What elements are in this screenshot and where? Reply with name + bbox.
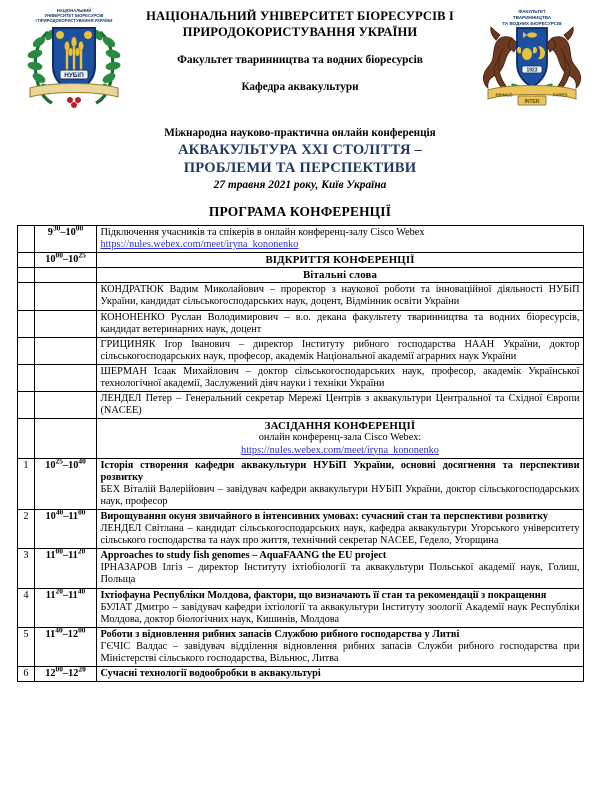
conference-kind: Міжнародна науково-практична онлайн конференція (164, 127, 436, 139)
talk-cell (96, 627, 583, 666)
row-number-cell: 3 (17, 549, 34, 588)
speaker-bio: ЛЕНДЕЛ Петер – Генеральний секретар Мережі Центрів з аквакультури Центральної та Східної Європи (NACEE) (100, 393, 580, 417)
speaker-bio: ГРИЦИНЯК Ігор Іванович – директор Інституту рибного господарства НААН України, доктор сільськогосподарських наук, професор, академік Національної академії аграрних наук України (100, 338, 580, 362)
table-row (17, 268, 583, 283)
talk-title: Історія створення кафедри аквакультури НУБіП України, основні досягнення та перспективи розвитку (100, 459, 580, 483)
horse-left (483, 27, 518, 88)
talk-cell (96, 667, 583, 682)
talk-title: Іхтіофауна Республіки Молдова, фактори, що визначають її стан та рекомендації з покращення (100, 589, 547, 601)
talk-speaker-bio: ЛЕНДЕЛ Світлана – кандидат сільськогосподарських наук, кафедра аквакультури Угорського університету сільського господарства та наук про життя, технічний секретар NACEE, Гедело, Угорщина (100, 523, 580, 547)
greeting-speaker-cell (96, 310, 583, 337)
table-row (17, 419, 583, 458)
table-row (17, 364, 583, 391)
session-heading-cell (96, 419, 583, 458)
conference-title-block (0, 127, 600, 191)
talk-title: Роботи з відновлення рибних запасів Службою рибного господарства у Литві (100, 628, 460, 640)
row-time-cell (34, 337, 96, 364)
row-number-cell (17, 364, 34, 391)
conference-title-line-2: ПРОБЛЕМИ ТА ПЕРСПЕКТИВИ (183, 159, 417, 176)
conference-title-line-1: АКВАКУЛЬТУРА XXI СТОЛІТТЯ – (177, 142, 423, 158)
university-name: НАЦІОНАЛЬНИЙ УНІВЕРСИТЕТ БІОРЕСУРСІВ І ПРИРОДОКОРИСТУВАННЯ УКРАЇНИ (146, 9, 454, 39)
talk-cell (96, 549, 583, 588)
row-time-cell (34, 283, 96, 310)
row-content-cell (96, 226, 583, 253)
faculty-emblem-logo (472, 4, 592, 108)
table-row (17, 549, 583, 588)
svg-text:ТА ВОДНИХ БІОРЕСУРСІВ: ТА ВОДНИХ БІОРЕСУРСІВ (502, 21, 562, 26)
section-heading-cell (96, 253, 583, 268)
row-time-cell: $11^{20}-11^{40}$ (34, 588, 96, 627)
session-link-line (101, 445, 580, 457)
subheading-cell (96, 268, 583, 283)
row-time-cell: $10^{00}-10^{25}$ (34, 253, 96, 268)
conference-date-location: 27 травня 2021 року, Київ Україна (213, 179, 387, 191)
table-row (17, 310, 583, 337)
row-number-cell (17, 392, 34, 419)
row-number-cell (17, 419, 34, 458)
talk-cell (96, 588, 583, 627)
row-number-cell: 4 (17, 588, 34, 627)
table-row (17, 588, 583, 627)
row-time-cell: $10^{25}-10^{40}$ (34, 458, 96, 509)
svg-text:УНІВЕРСИТЕТ БІОРЕСУРСІВ: УНІВЕРСИТЕТ БІОРЕСУРСІВ (44, 13, 104, 18)
nubip-university-logo (22, 4, 126, 110)
webex-link[interactable]: https://nules.webex.com/meet/iryna_kononenko (100, 239, 299, 251)
row-number-cell: 2 (17, 509, 34, 548)
row-time-cell: $12^{00}-12^{20}$ (34, 667, 96, 682)
row-time-cell (34, 419, 96, 458)
talk-speaker-bio: БУЛАТ Дмитро – завідувач кафедри іхтіології та аквакультури Інституту зоології Академії наук Республіки Молдова, доктор біологічних наук, Кишинів, Молдова (100, 601, 580, 625)
svg-text:ТВАРИННИЦТВА: ТВАРИННИЦТВА (512, 15, 552, 20)
speaker-bio: КОНДРАТЮК Вадим Миколайович – проректор з наукової роботи та інноваційної діяльності НУБіП України, кандидат сільськогосподарських наук, доцент, Відмінник освіти України (100, 284, 580, 308)
row-time-cell (34, 268, 96, 283)
row-time-cell: $9^{30}-10^{00}$ (34, 226, 96, 253)
greetings-subheading: Вітальні слова (302, 269, 378, 282)
svg-text:1923: 1923 (526, 67, 538, 74)
row-number-cell (17, 226, 34, 253)
svg-text:НАЦІОНАЛЬНИЙ: НАЦІОНАЛЬНИЙ (56, 8, 92, 13)
table-row (17, 667, 583, 682)
table-row (17, 509, 583, 548)
table-row (17, 283, 583, 310)
row-number-cell: 6 (17, 667, 34, 682)
section-title: ВІДКРИТТЯ КОНФЕРЕНЦІЇ (265, 254, 415, 267)
svg-text:PRIMUS: PRIMUS (495, 92, 513, 98)
row-time-cell: $10^{40}-11^{00}$ (34, 509, 96, 548)
row-time-cell (34, 392, 96, 419)
webex-link[interactable]: https://nules.webex.com/meet/iryna_kononenko (241, 444, 439, 456)
table-row (17, 392, 583, 419)
table-row (17, 627, 583, 666)
talk-title: Approaches to study fish genomes – AquaFAANG the EU project (100, 550, 387, 562)
session-title: ЗАСІДАННЯ КОНФЕРЕНЦІЇ (264, 420, 416, 433)
svg-text:INTER: INTER (524, 99, 540, 105)
row-time-cell: $11^{40}-12^{00}$ (34, 627, 96, 666)
greeting-speaker-cell (96, 392, 583, 419)
svg-text:НУБіП: НУБіП (64, 72, 84, 79)
table-row (17, 458, 583, 509)
conference-title (0, 142, 600, 177)
program-table-body (17, 223, 583, 682)
horse-right (546, 27, 581, 88)
talk-speaker-bio: БЕХ Віталій Валерійович – завідувач кафедри аквакультури НУБіП України, доктор сільськогосподарських наук, професор (100, 483, 580, 507)
row-number-cell (17, 253, 34, 268)
speaker-bio: ШЕРМАН Ісаак Михайлович – доктор сільськогосподарських наук, професор, академік Української технологічної академії, Заслужений діяч науки і техніки України (100, 365, 580, 390)
row-time-cell (34, 310, 96, 337)
program-heading: ПРОГРАМА КОНФЕРЕНЦІЇ (208, 204, 392, 219)
conference-program-table (17, 225, 584, 682)
table-row (17, 253, 583, 268)
row-number-cell: 5 (17, 627, 34, 666)
table-row (17, 226, 583, 253)
svg-text:І ПРИРОДОКОРИСТУВАННЯ УКРАЇНИ: І ПРИРОДОКОРИСТУВАННЯ УКРАЇНИ (35, 18, 113, 23)
document-masthead (0, 0, 600, 116)
row-number-cell (17, 283, 34, 310)
talk-speaker-bio: ІРНАЗАРОВ Ілгіз – директор Інституту іхтіобіології та аквакультури Польської академії наук, Голиш, Польща (100, 562, 580, 586)
row-number-cell (17, 337, 34, 364)
greeting-speaker-cell (96, 337, 583, 364)
svg-text:PARES: PARES (552, 92, 568, 98)
session-subtitle: онлайн конференц-зала Cisco Webex: (258, 432, 422, 444)
speaker-bio: КОНОНЕНКО Руслан Володимирович – в.о. декана факультету тваринництва та водних біоресурсів, кандидат ветеринарних наук, доцент (100, 311, 580, 335)
row-number-cell (17, 310, 34, 337)
talk-cell (96, 509, 583, 548)
talk-speaker-bio: ГЄЧІС Валдас – завідувач відділення відновлення рибних запасів Служби рибного господарства при Міністерстві сільського господарства, Вільнюс, Литва (100, 640, 580, 664)
svg-text:ФАКУЛЬТЕТ: ФАКУЛЬТЕТ (518, 9, 546, 14)
talk-title: Сучасні технології водообробки в аквакультурі (100, 668, 321, 680)
greeting-speaker-cell (96, 283, 583, 310)
department-name: Кафедра аквакультури (241, 81, 359, 93)
row-time-cell: $11^{00}-11^{20}$ (34, 549, 96, 588)
row-number-cell: 1 (17, 458, 34, 509)
greeting-speaker-cell (96, 364, 583, 391)
row-time-cell (34, 364, 96, 391)
talk-cell (96, 458, 583, 509)
row-number-cell (17, 268, 34, 283)
talk-title: Вирощування окуня звичайного в інтенсивних умовах: сучасний стан та перспективи розвитку (100, 510, 549, 522)
row-description: Підключення учасників та спікерів в онлайн конференц-залу Cisco Webex (100, 227, 425, 238)
faculty-name: Факультет тваринництва та водних біоресурсів (177, 54, 423, 66)
table-row (17, 337, 583, 364)
